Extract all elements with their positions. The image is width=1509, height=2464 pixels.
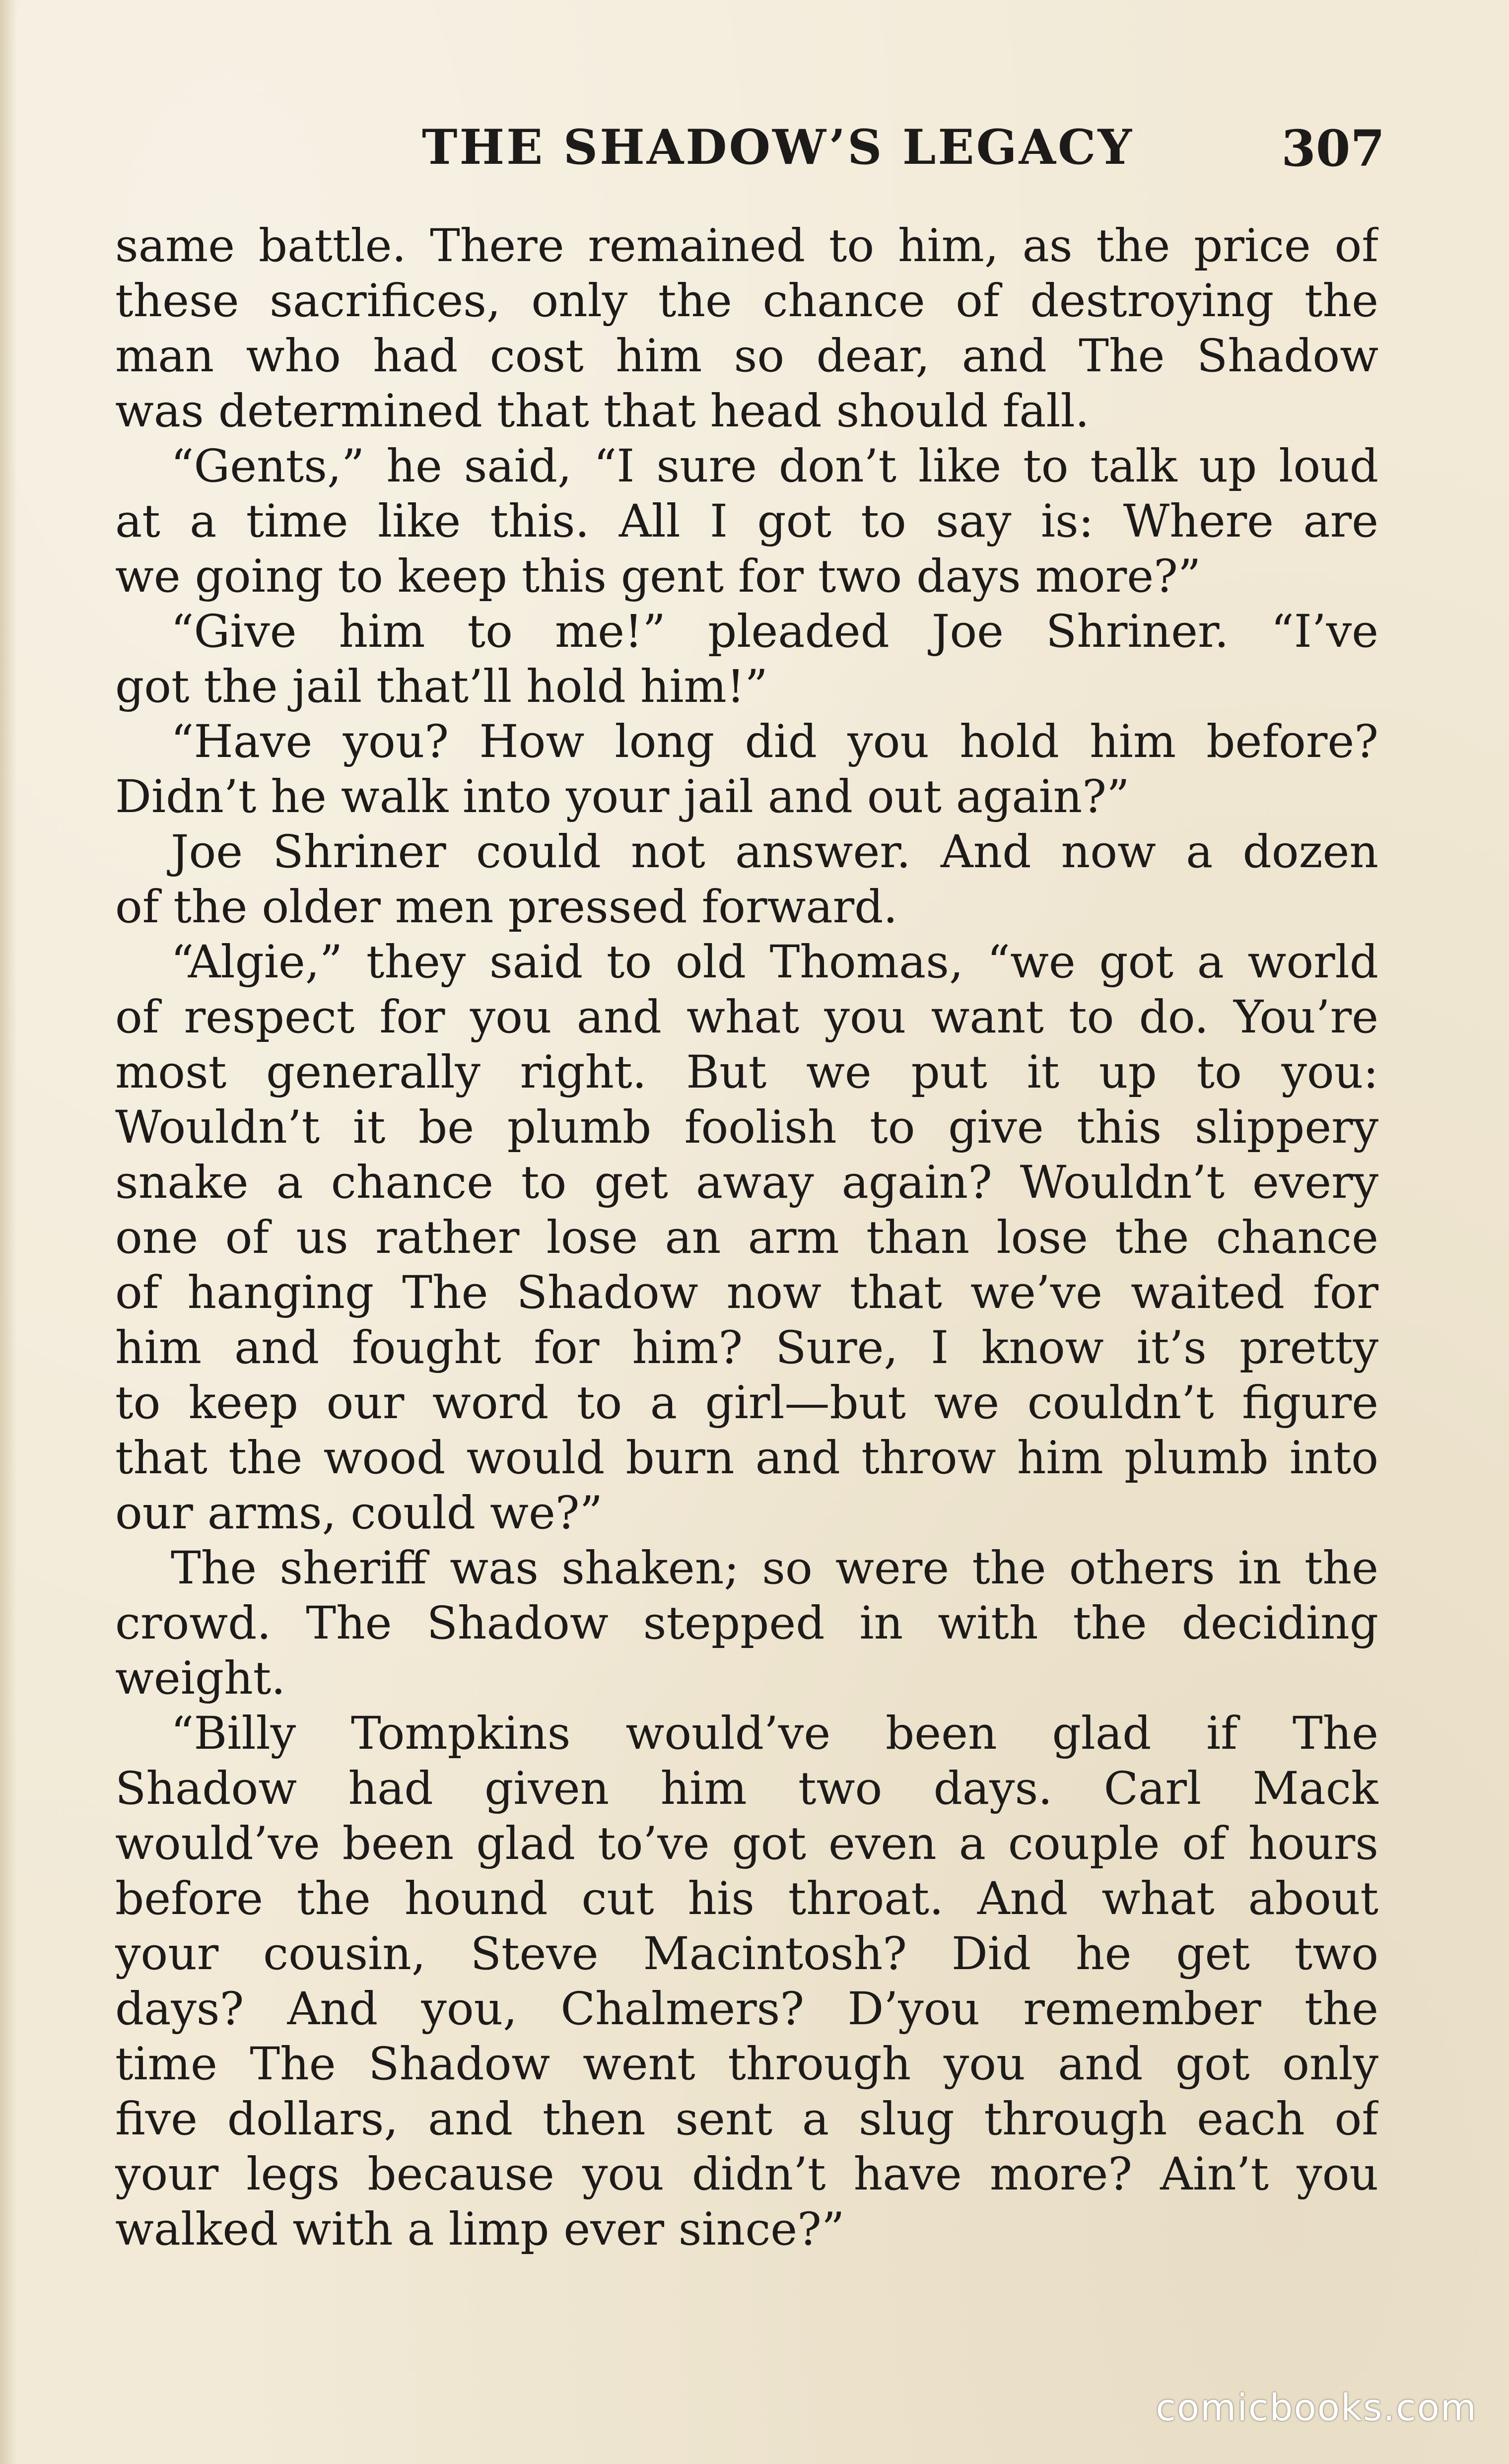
text-line: would’ve been glad to’ve got even a couple of hours [115,1818,1378,1870]
text-line: “Gents,” he said, “I sure don’t like to talk up loud [171,440,1378,492]
text-line: of the older men pressed forward. [115,881,898,933]
text-line: we going to keep this gent for two days more?” [115,550,1201,603]
text-line: snake a chance to get away again? Wouldn’t every [115,1157,1378,1209]
text-line: walked with a limp ever since?” [115,2203,845,2256]
running-header [119,119,1385,189]
text-line: your legs because you didn’t have more? Ain’t you [115,2148,1378,2200]
text-line: time The Shadow went through you and got only [115,2038,1378,2090]
text-line: to keep our word to a girl—but we couldn’t figure [115,1377,1378,1429]
text-line: Wouldn’t it be plumb foolish to give this slippery [115,1101,1378,1154]
text-line: same battle. There remained to him, as the price of [115,220,1378,272]
watermark: comicbooks.com [1156,2387,1477,2429]
text-line: one of us rather lose an arm than lose the chance [115,1212,1378,1264]
text-line: weight. [115,1652,286,1705]
page-gutter-shadow [0,0,17,2464]
text-line: “Billy Tompkins would’ve been glad if The [171,1708,1378,1760]
text-line: Joe Shriner could not answer. And now a dozen [171,826,1378,878]
text-line: five dollars, and then sent a slug through each of [115,2093,1378,2145]
text-line: Didn’t he walk into your jail and out again?” [115,771,1130,823]
text-line: of hanging The Shadow now that we’ve waited for [115,1267,1378,1319]
text-line: The sheriff was shaken; so were the others in the [171,1542,1378,1594]
text-line: him and fought for him? Sure, I know it’s pretty [115,1322,1378,1374]
text-line: “Have you? How long did you hold him before? [171,716,1378,768]
running-title: THE SHADOW’S LEGACY [422,119,1134,175]
text-line: that the wood would burn and throw him plumb into [115,1432,1378,1484]
text-line: days? And you, Chalmers? D’you remember the [115,1983,1378,2035]
body-text [115,218,1378,2257]
text-line: most generally right. But we put it up to you: [115,1046,1378,1098]
text-line: your cousin, Steve Macintosh? Did he get two [115,1928,1378,1980]
text-line: “Algie,” they said to old Thomas, “we got a world [171,936,1378,988]
page-number: 307 [1281,119,1385,178]
text-line: crowd. The Shadow stepped in with the deciding [115,1597,1378,1649]
text-line: these sacrifices, only the chance of destroying the [115,275,1378,327]
text-line: got the jail that’ll hold him!” [115,661,768,713]
text-line: man who had cost him so dear, and The Shadow [115,330,1378,382]
text-line: before the hound cut his throat. And what about [115,1873,1378,1925]
text-line: “Give him to me!” pleaded Joe Shriner. “I’ve [171,606,1378,658]
text-line: of respect for you and what you want to do. You’re [115,991,1378,1043]
text-line: our arms, could we?” [115,1487,603,1539]
text-line: Shadow had given him two days. Carl Mack [115,1763,1378,1815]
text-line: was determined that that head should fall. [115,385,1090,437]
text-line: at a time like this. All I got to say is: Where are [115,495,1378,548]
